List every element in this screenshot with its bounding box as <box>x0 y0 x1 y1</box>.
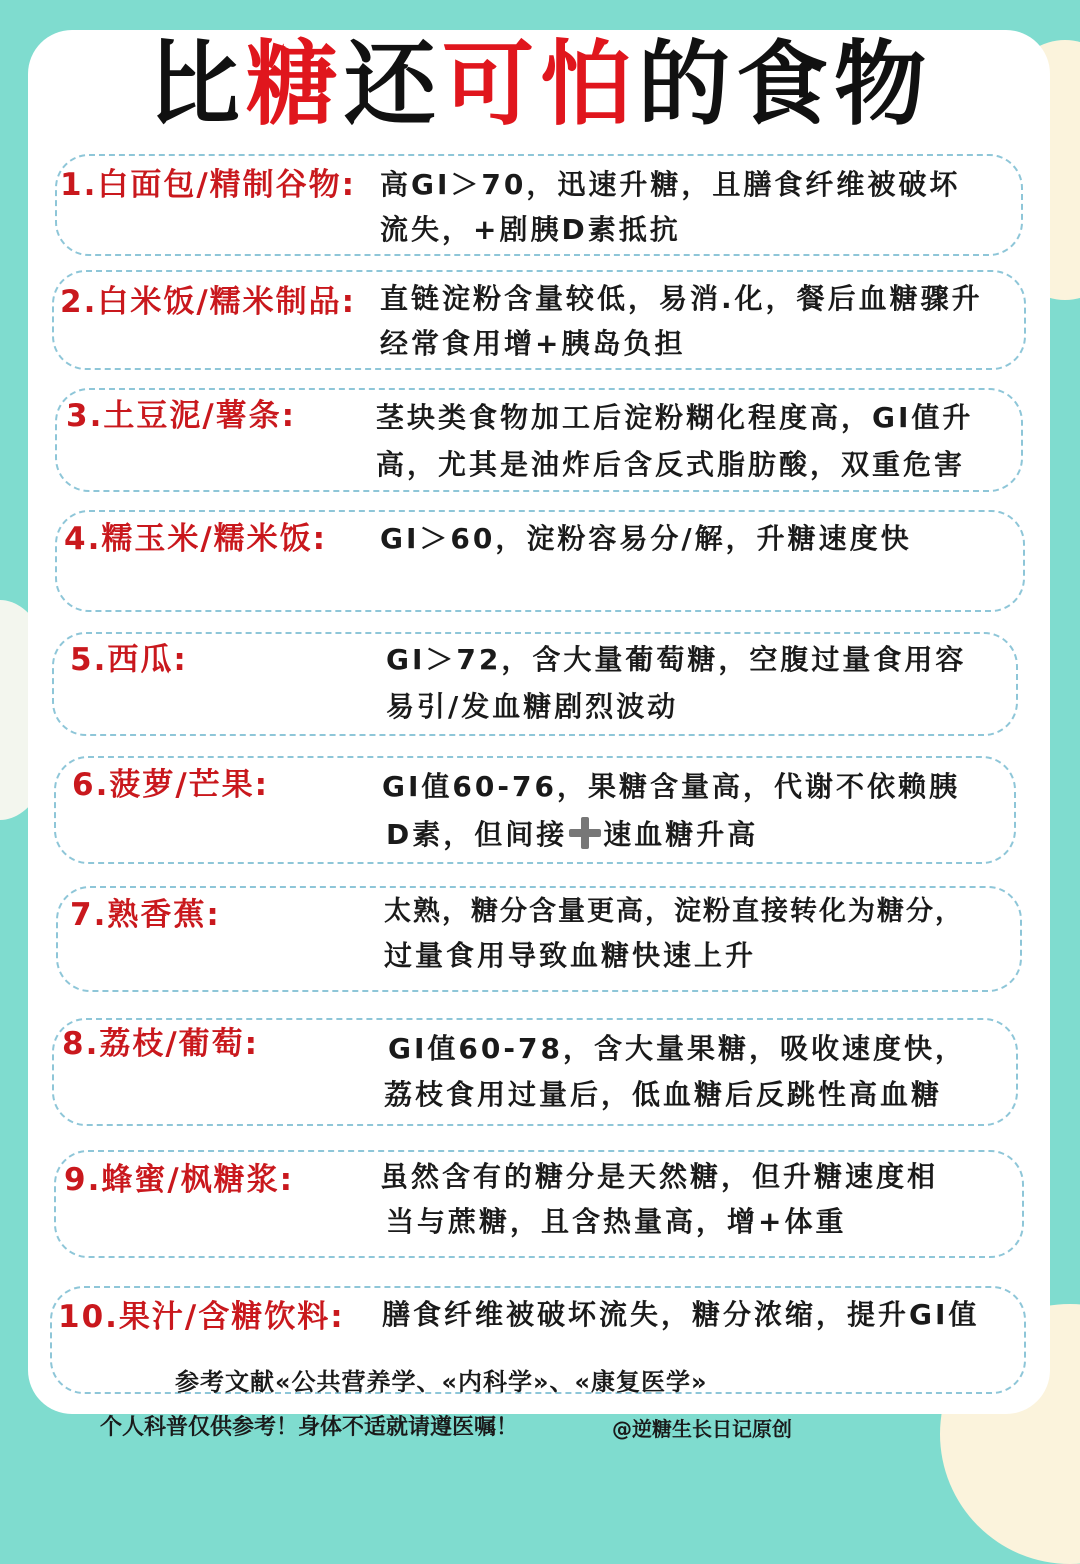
food-label-10: 10.果汁/含糖饮料: <box>58 1299 345 1335</box>
food-label-9: 9.蜂蜜/枫糖浆: <box>64 1162 295 1198</box>
food-desc-1-line2: 流失，+剧胰D素抵抗 <box>380 213 681 246</box>
food-desc-10-line1: 膳食纤维被破坏流失，糖分浓缩，提升GI值 <box>382 1298 980 1331</box>
footer-disclaimer: 个人科普仅供参考！身体不适就请遵医嘱！ <box>100 1415 519 1440</box>
title-part-1: 比 <box>147 31 246 138</box>
food-label-7: 7.熟香蕉: <box>70 897 221 933</box>
food-desc-6-line1: GI值60-76，果糖含量高，代谢不依赖胰 <box>382 770 960 803</box>
food-desc-6-line2-part2: 速血糖升高 <box>603 818 759 851</box>
food-label-2: 2.白米饭/糯米制品: <box>60 284 357 320</box>
food-desc-5-line2: 易引/发血糖剧烈波动 <box>386 690 679 723</box>
food-desc-3-line2: 高，尤其是油炸后含反式脂肪酸，双重危害 <box>376 448 966 481</box>
title-part-4: 可怕 <box>442 31 639 138</box>
title-part-2: 糖 <box>245 31 344 138</box>
food-desc-1-line1: 高GI＞70，迅速升糖，且膳食纤维被破坏 <box>380 168 961 201</box>
food-desc-9-line1: 虽然含有的糖分是天然糖，但升糖速度相 <box>380 1160 939 1193</box>
food-desc-6-line2 <box>386 812 758 857</box>
food-desc-4-line1: GI＞60，淀粉容易分/解，升糖速度快 <box>380 522 912 555</box>
food-desc-8-line2: 荔枝食用过量后，低血糖后反跳性高血糖 <box>384 1078 943 1111</box>
food-desc-2-line2: 经常食用增+胰岛负担 <box>380 327 686 360</box>
reference-text: 参考文献«公共营养学、«内科学»、«康复医学» <box>175 1368 708 1396</box>
title-part-3: 还 <box>343 31 442 138</box>
plus-icon <box>569 817 601 849</box>
page-title <box>0 30 1080 140</box>
food-desc-7-line1: 太熟，糖分含量更高，淀粉直接转化为糖分， <box>384 896 964 927</box>
food-label-1: 1.白面包/精制谷物: <box>60 167 357 203</box>
food-label-8: 8.荔枝/葡萄: <box>62 1026 260 1062</box>
food-desc-6-line2-part1: D素，但间接 <box>386 818 568 851</box>
food-desc-7-line2: 过量食用导致血糖快速上升 <box>384 939 757 972</box>
food-desc-3-line1: 茎块类食物加工后淀粉糊化程度高，GI值升 <box>376 401 974 434</box>
food-label-6: 6.菠萝/芒果: <box>72 767 270 803</box>
food-label-5: 5.西瓜: <box>70 642 188 678</box>
food-desc-9-line2: 当与蔗糖，且含热量高，增+体重 <box>386 1205 847 1238</box>
food-desc-8-line1: GI值60-78，含大量果糖，吸收速度快， <box>388 1032 966 1065</box>
food-desc-5-line1: GI＞72，含大量葡萄糖，空腹过量食用容 <box>386 643 967 676</box>
food-desc-2-line1: 直链淀粉含量较低，易消.化，餐后血糖骤升 <box>380 282 983 315</box>
food-label-3: 3.土豆泥/薯条: <box>66 398 297 434</box>
footer-credit: @逆糖生长日记原创 <box>612 1417 792 1441</box>
food-label-4: 4.糯玉米/糯米饭: <box>64 521 328 557</box>
title-part-5: 的食物 <box>638 31 933 138</box>
